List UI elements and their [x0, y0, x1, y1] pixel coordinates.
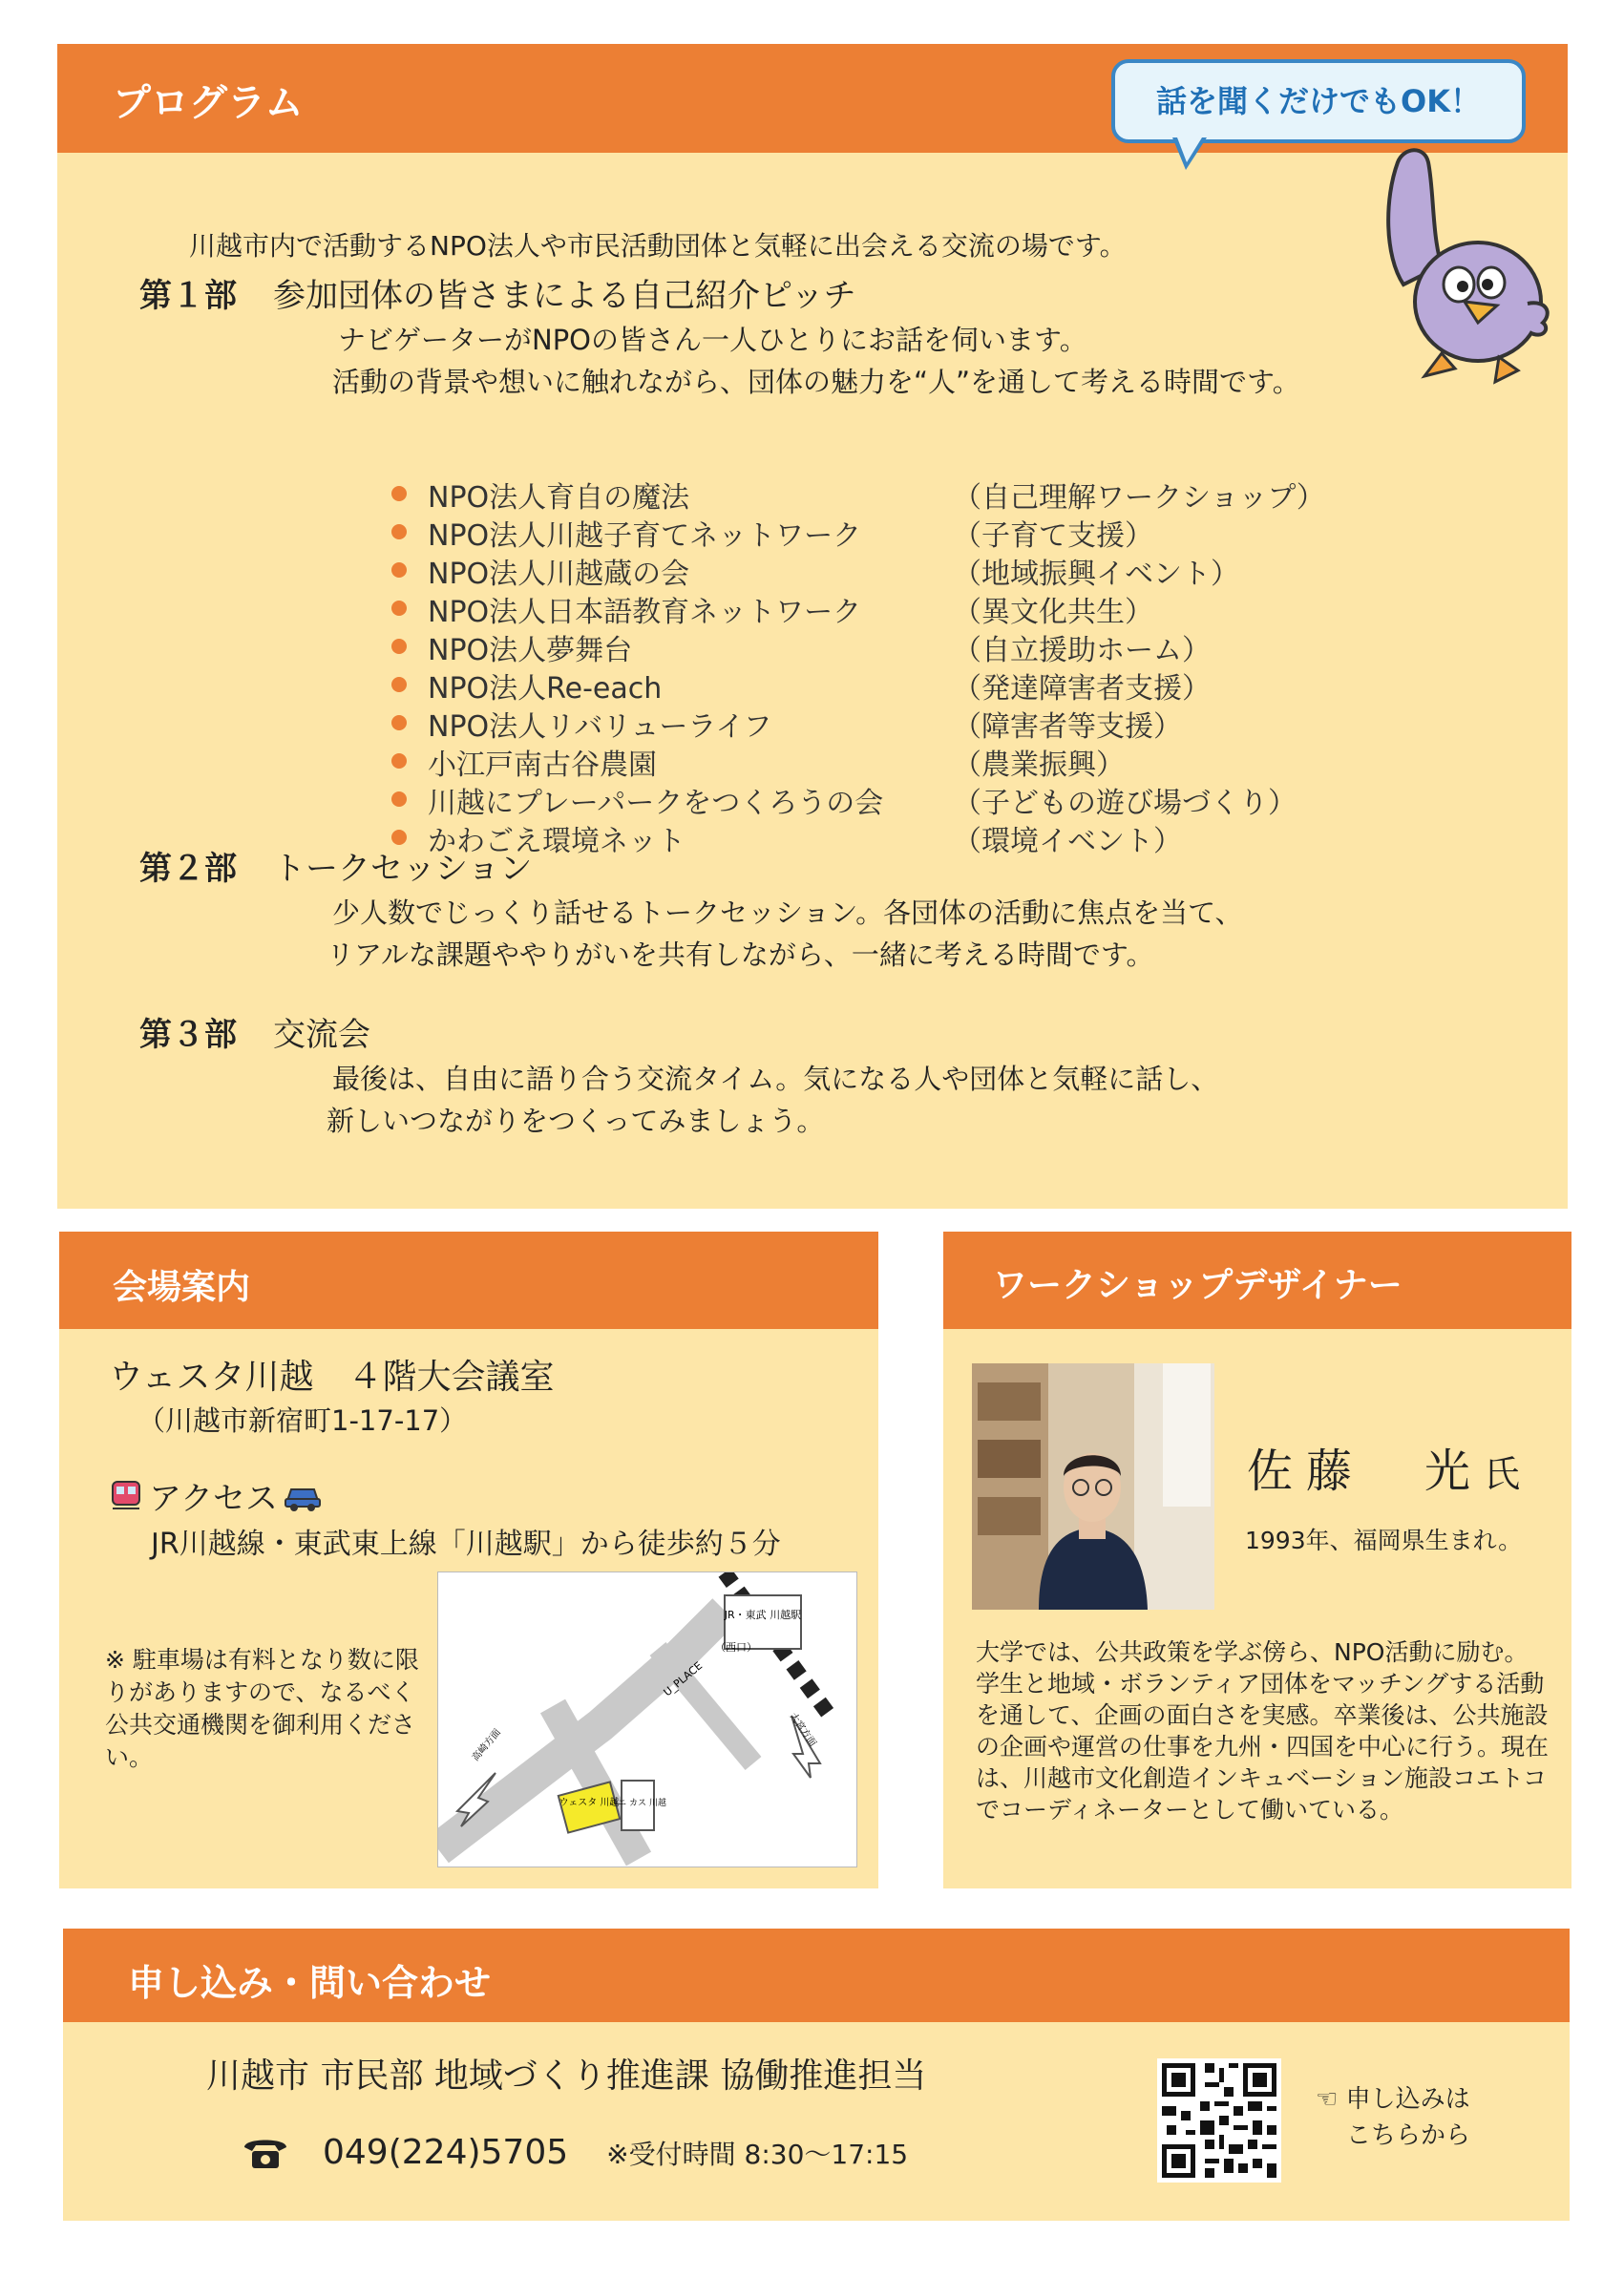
part1-desc [332, 319, 1300, 403]
list-item [391, 626, 1346, 667]
part1-desc-line2: 活動の背景や想いに触れながら、団体の魅力を“人”を通して考える時間です。 [332, 366, 1300, 398]
apply-line2: こちらから [1346, 2121, 1471, 2150]
part2-title: トークセッション [273, 850, 533, 888]
bullet-dot [391, 791, 407, 807]
group-category: （環境イベント） [953, 825, 1182, 858]
list-item [391, 474, 1346, 515]
part3-title: 交流会 [273, 1016, 370, 1054]
part2-desc [327, 892, 1243, 976]
designer-born: 1993年、福岡県生まれ。 [1245, 1527, 1523, 1554]
group-name: NPO法人Re-each [428, 672, 663, 706]
phone-number[interactable]: 049(224)5705 [323, 2133, 569, 2172]
bullet-dot [391, 677, 407, 692]
group-category: （自立援助ホーム） [953, 634, 1211, 667]
part2-label: 第２部 [139, 850, 237, 888]
map-unicus-label: ユニ カス 川越 [609, 1799, 666, 1808]
part1-desc-line1: ナビゲーターがNPOの皆さん一人ひとりにお話を伺います。 [338, 324, 1087, 356]
contact-heading: 申し込み・問い合わせ [63, 1929, 1570, 2022]
reception-hours: ※受付時間 8:30～17:15 [606, 2138, 909, 2170]
bullet-dot [391, 715, 407, 730]
part1-title: 参加団体の皆さまによる自己紹介ピッチ [273, 277, 856, 315]
group-category: （異文化共生） [953, 596, 1153, 629]
train-icon [109, 1480, 143, 1512]
bullet-dot [391, 524, 407, 539]
map-station-label: JR・東武 川越駅 [724, 1609, 802, 1621]
portrait-image [972, 1363, 1214, 1610]
part3-desc [327, 1058, 1218, 1142]
designer-heading: ワークショップデザイナー [943, 1232, 1571, 1329]
program-intro: 川越市内で活動するNPO法人や市民活動団体と気軽に出会える交流の場です。 [189, 230, 1127, 262]
designer-name-text: 佐藤 光 [1247, 1445, 1485, 1498]
group-name: NPO法人リバリューライフ [428, 710, 772, 744]
venue-address: （川越市新宿町1-17-17） [137, 1404, 468, 1437]
venue-heading: 会場案内 [59, 1232, 878, 1329]
contact-panel [63, 1929, 1570, 2221]
parking-note: ※ 駐車場は有料となり数に限りがありますので、なるべく公共交通機関を御利用ください。 [105, 1646, 419, 1771]
program-heading: プログラム [57, 44, 1568, 153]
qr-code-graphic [1157, 2058, 1281, 2183]
designer-honorific: 氏 [1484, 1453, 1521, 1495]
list-item [391, 550, 1346, 591]
part3-label: 第３部 [139, 1016, 237, 1054]
bullet-dot [391, 562, 407, 578]
group-category: （自己理解ワークショップ） [953, 481, 1325, 515]
bullet-dot [391, 639, 407, 654]
designer-photo [972, 1363, 1214, 1610]
part3-desc-line2: 新しいつながりをつくってみましょう。 [327, 1105, 825, 1137]
group-category: （子どもの遊び場づくり） [953, 787, 1297, 820]
group-name: 川越にプレーパークをつくろうの会 [428, 787, 884, 820]
telephone-icon [241, 2134, 290, 2172]
bullet-dot [391, 753, 407, 769]
qr-code-icon[interactable] [1157, 2058, 1281, 2183]
part3-desc-line1: 最後は、自由に語り合う交流タイム。気になる人や団体と気軽に話し、 [332, 1063, 1219, 1095]
part2-desc-line1: 少人数でじっくり話せるトークセッション。各団体の活動に焦点を当て、 [332, 896, 1243, 929]
speech-bubble-tail-inner [1177, 137, 1202, 162]
group-name: NPO法人川越蔵の会 [428, 558, 690, 591]
venue-panel [59, 1232, 878, 1888]
venue-map [437, 1571, 857, 1867]
designer-bio: 大学では、公共政策を学ぶ傍ら、NPO活動に励む。学生と地域・ボランティア団体をマッチングする活動を通して、企画の面白さを実感。卒業後は、公共施設の企画や運営の仕事を九州・四国を中心に行う。現在は、川越市文化創造インキュベーション施設コエトコでコーディネーターとして働いている。 [976, 1638, 1550, 1824]
designer-panel [943, 1232, 1571, 1888]
part1-title-row [139, 269, 856, 316]
part3-title-row [139, 1008, 370, 1055]
map-takasaki-label: 高崎方面 [470, 1727, 504, 1763]
list-item [391, 588, 1346, 629]
program-panel [57, 44, 1568, 1209]
access-label: アクセス [149, 1480, 278, 1518]
group-category: （障害者等支援） [953, 710, 1182, 744]
speech-bubble: 話を聞くだけでもOK！ [1111, 59, 1526, 143]
bullet-dot [391, 486, 407, 501]
group-category: （発達障害者支援） [953, 672, 1211, 706]
group-name: NPO法人夢舞台 [428, 634, 633, 667]
group-category: （子育て支援） [953, 519, 1153, 553]
bird-mascot-icon [1365, 141, 1556, 390]
bullet-dot [391, 601, 407, 616]
access-row [109, 1472, 322, 1519]
car-icon [284, 1480, 322, 1512]
list-item [391, 664, 1346, 706]
group-name: NPO法人日本語教育ネットワーク [428, 596, 862, 629]
phone-row [241, 2133, 908, 2172]
apply-note [1316, 2081, 1470, 2154]
apply-line1: ☜ 申し込みは [1316, 2085, 1470, 2114]
map-omiya-label: 大宮方面 [787, 1711, 818, 1749]
map-graphic [438, 1572, 857, 1867]
group-name: NPO法人育自の魔法 [428, 481, 690, 515]
group-category: （地域振興イベント） [953, 558, 1239, 591]
part2-title-row [139, 842, 532, 889]
list-item [391, 512, 1346, 553]
list-item [391, 741, 1346, 782]
group-name: NPO法人川越子育てネットワーク [428, 519, 862, 553]
contact-org: 川越市 市民部 地域づくり推進課 協働推進担当 [206, 2057, 927, 2096]
map-uplace-label: U_PLACE [661, 1659, 706, 1699]
access-route: JR川越線・東武東上線「川越駅」から徒歩約５分 [151, 1528, 781, 1561]
group-name: かわごえ環境ネット [428, 825, 685, 858]
group-category: （農業振興） [953, 749, 1125, 782]
part2-desc-line2: リアルな課題ややりがいを共有しながら、一緒に考える時間です。 [327, 939, 1154, 971]
map-westa-label: ウェスタ 川越 [559, 1798, 620, 1808]
list-item [391, 817, 1346, 858]
list-item [391, 779, 1346, 820]
group-list [391, 474, 1346, 858]
designer-name [1247, 1434, 1520, 1500]
part1-label: 第１部 [139, 277, 237, 315]
map-west-exit-label: （西口） [715, 1641, 757, 1654]
group-name: 小江戸南古谷農園 [428, 749, 657, 782]
list-item [391, 703, 1346, 744]
venue-name: ウェスタ川越 ４階大会議室 [109, 1358, 555, 1397]
